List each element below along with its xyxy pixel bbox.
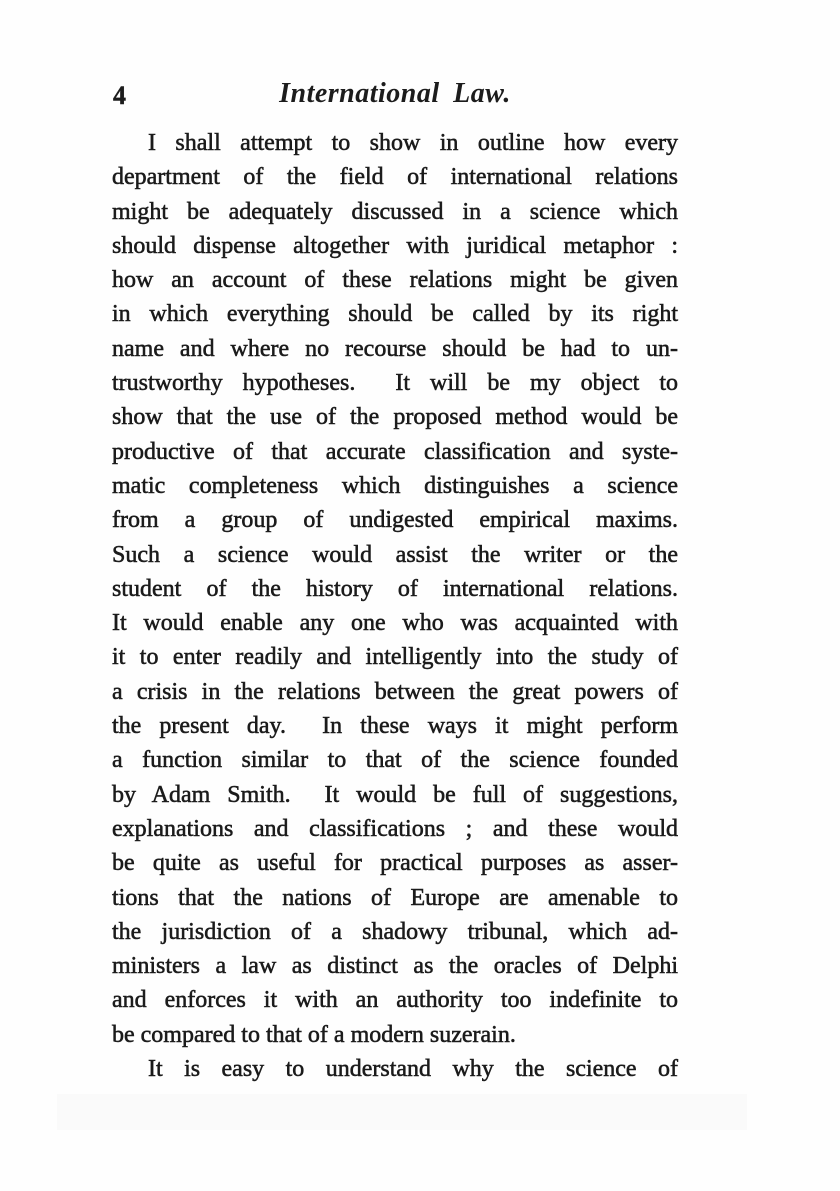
text-line: it to enter readily and intelligently into the study of — [112, 644, 678, 671]
text-line: a function similar to that of the science founded — [112, 747, 678, 774]
text-line: explanations and classifications ; and these would — [112, 815, 678, 842]
page-body — [112, 126, 678, 1086]
text-line: It would enable any one who was acquainted with — [112, 610, 678, 637]
text-line: be quite as useful for practical purposes as asser- — [112, 850, 678, 877]
text-line: from a group of undigested empirical maxims. — [112, 507, 678, 534]
text-line: productive of that accurate classification and syste- — [112, 438, 678, 465]
text-line: tions that the nations of Europe are amenable to — [112, 884, 678, 911]
running-head — [112, 78, 678, 112]
text-line: by Adam Smith. It would be full of suggestions, — [112, 781, 678, 808]
text-line: a crisis in the relations between the great powers of — [112, 678, 678, 705]
text-line: student of the history of international relations. — [112, 575, 678, 602]
text-line: show that the use of the proposed method would be — [112, 404, 678, 431]
page-title: International Law. — [279, 78, 511, 109]
text-line: Such a science would assist the writer or the — [112, 541, 678, 568]
text-line: should dispense altogether with juridical metaphor : — [112, 232, 678, 259]
text-line: and enforces it with an authority too indefinite to — [112, 987, 678, 1014]
text-line: the present day. In these ways it might perform — [112, 713, 678, 740]
text-line: ministers a law as distinct as the oracles of Delphi — [112, 953, 678, 980]
text-line: matic completeness which distinguishes a science — [112, 472, 678, 499]
text-line: be compared to that of a modern suzerain. — [112, 1021, 516, 1048]
text-line: trustworthy hypotheses. It will be my object to — [112, 370, 678, 397]
text-line: It is easy to understand why the science of — [148, 1056, 678, 1083]
page-number: 4 — [113, 81, 126, 110]
text-line: name and where no recourse should be had to un- — [112, 335, 678, 362]
text-line: the jurisdiction of a shadowy tribunal, which ad- — [112, 918, 678, 945]
scan-shading — [57, 1094, 747, 1130]
text-line: might be adequately discussed in a science which — [112, 198, 678, 225]
text-line: I shall attempt to show in outline how every — [148, 130, 678, 156]
text-line: department of the field of international relations — [112, 164, 678, 191]
text-line: in which everything should be called by its right — [112, 301, 678, 328]
text-line: how an account of these relations might be given — [112, 267, 678, 294]
